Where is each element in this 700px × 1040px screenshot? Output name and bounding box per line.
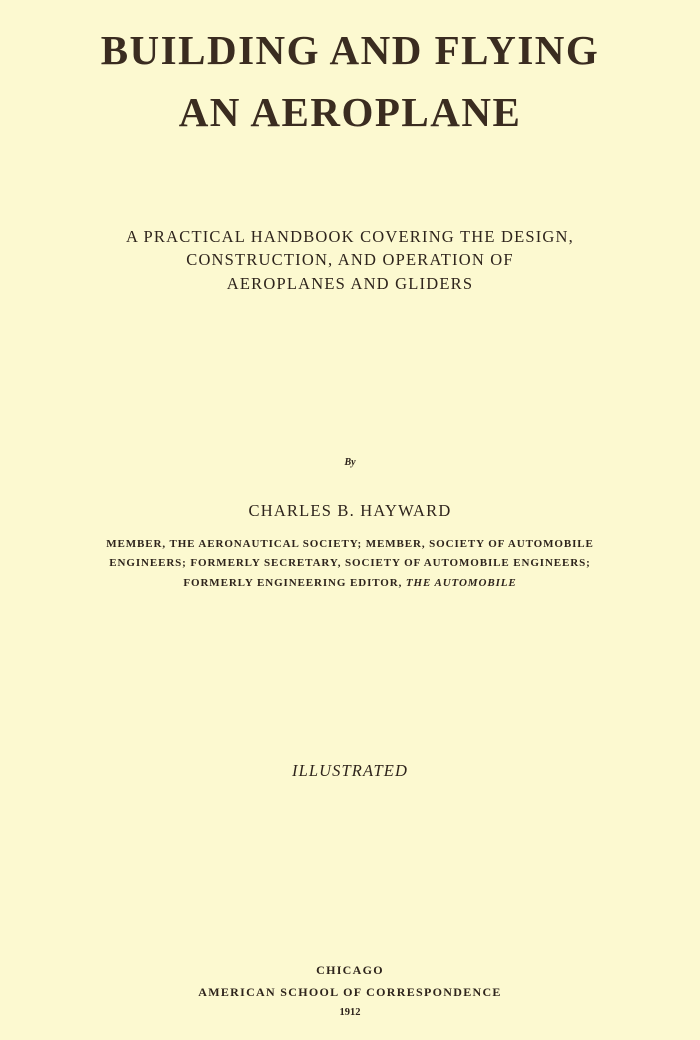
publisher-name: AMERICAN SCHOOL OF CORRESPONDENCE — [198, 985, 502, 999]
subtitle-line-1: A PRACTICAL HANDBOOK COVERING THE DESIGN, — [126, 227, 574, 246]
author-name: CHARLES B. HAYWARD — [248, 501, 452, 520]
publisher-city: CHICAGO — [316, 963, 384, 977]
subtitle-line-2: CONSTRUCTION, AND OPERATION OF — [186, 250, 514, 269]
book-title-line-2: AN AEROPLANE — [178, 89, 522, 135]
subtitle-line-3: AEROPLANES AND GLIDERS — [226, 274, 474, 293]
book-title-line-1: BUILDING AND FLYING — [100, 27, 600, 73]
credentials-line-3-text: FORMERLY ENGINEERING EDITOR, — [183, 577, 406, 589]
author-credentials-line-2: ENGINEERS; FORMERLY SECRETARY, SOCIETY OF AUTOMOBILE ENGINEERS; — [109, 557, 591, 569]
publication-name: THE AUTOMOBILE — [405, 577, 517, 589]
illustrated-label: ILLUSTRATED — [291, 761, 408, 780]
publication-year: 1912 — [339, 1007, 361, 1018]
byline: By — [344, 457, 356, 468]
author-credentials-line-1: MEMBER, THE AERONAUTICAL SOCIETY; MEMBER, SOCIETY OF AUTOMOBILE — [106, 538, 594, 550]
author-credentials-line-3 — [0, 574, 700, 593]
